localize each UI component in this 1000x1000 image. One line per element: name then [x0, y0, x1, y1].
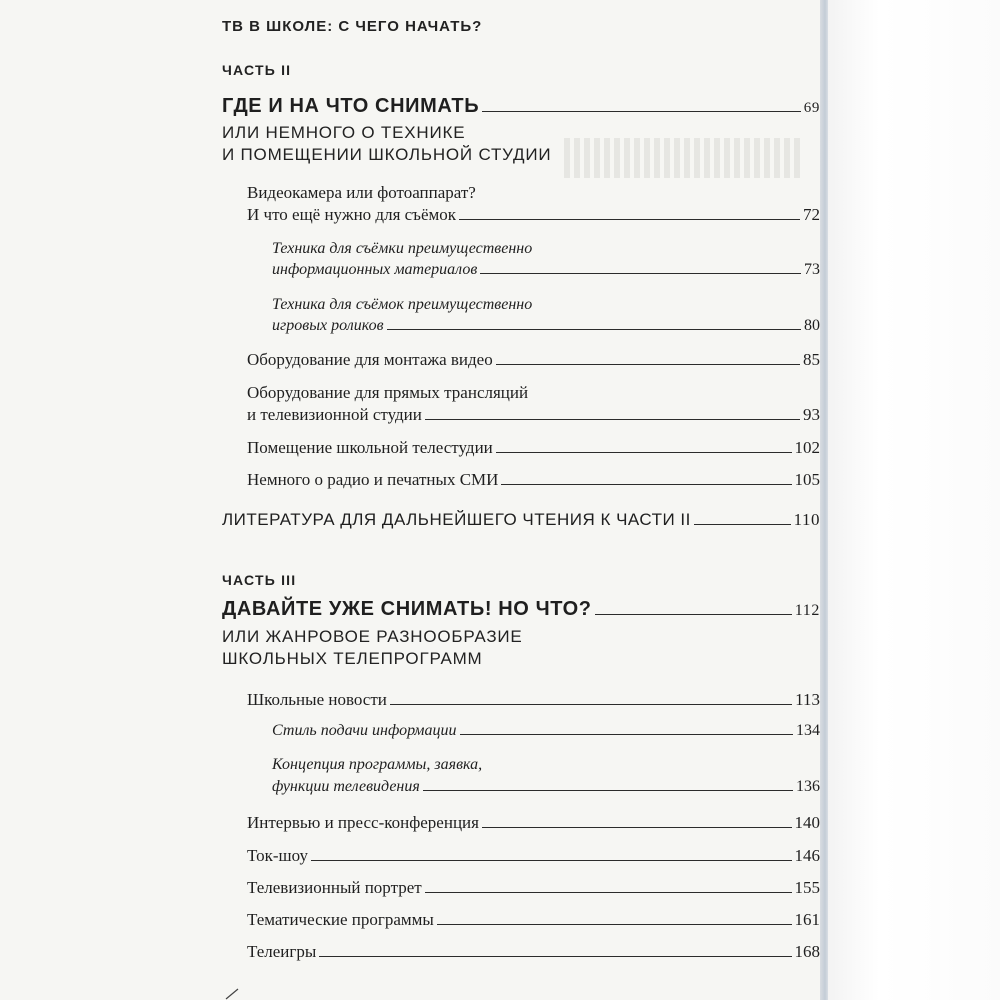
toc-entry-line: Видеокамера или фотоаппарат? [247, 183, 476, 202]
toc-entry[interactable] [247, 846, 820, 866]
toc-entry[interactable] [247, 350, 820, 370]
toc-subentry-line: Концепция программы, заявка, [272, 756, 483, 773]
toc-entry-title: Помещение школьной телестудии [247, 438, 493, 457]
subtitle-line: ИЛИ НЕМНОГО О ТЕХНИКЕ [222, 123, 466, 142]
subtitle-line: И ПОМЕЩЕНИИ ШКОЛЬНОЙ СТУДИИ [222, 145, 552, 164]
part-2-title: ГДЕ И НА ЧТО СНИМАТЬ [222, 95, 480, 117]
literature-title: ЛИТЕРАТУРА ДЛЯ ДАЛЬНЕЙШЕГО ЧТЕНИЯ К ЧАСТИ II [222, 510, 691, 529]
toc-entry-title: И что ещё нужно для съёмок [247, 205, 457, 224]
leader-dots [311, 860, 792, 861]
page-number: 110 [793, 510, 820, 529]
page-number: 69 [803, 100, 820, 116]
leader-dots [694, 524, 791, 525]
leader-dots [437, 924, 792, 925]
toc-entry-title: Школьные новости [247, 690, 387, 709]
page-number: 93 [803, 405, 820, 424]
page-number: 136 [796, 778, 820, 795]
leader-dots [387, 329, 801, 330]
page-number: 102 [794, 438, 820, 457]
page-number: 80 [804, 317, 820, 334]
leader-dots [425, 419, 800, 420]
toc-subentry-line: Техника для съёмок преимущественно [272, 296, 533, 313]
leader-dots [425, 892, 792, 893]
toc-entry[interactable] [247, 910, 820, 930]
running-header: ТВ В ШКОЛЕ: С ЧЕГО НАЧАТЬ? [222, 18, 483, 35]
toc-entry-title: информационных материалов [272, 261, 478, 278]
leader-dots [460, 734, 793, 735]
toc-subentry[interactable] [272, 722, 820, 740]
toc-entry-title: Стиль подачи информации [272, 722, 457, 739]
leader-dots [319, 956, 791, 957]
leader-dots [482, 827, 792, 828]
toc-subentry[interactable] [272, 261, 820, 279]
leader-dots [390, 704, 792, 705]
page-number: 105 [794, 470, 820, 489]
literature-entry[interactable] [222, 510, 820, 530]
toc-entry[interactable] [247, 405, 820, 425]
pen-mark-decoration [224, 988, 242, 1000]
leader-dots [496, 452, 792, 453]
show-through-decoration [560, 138, 800, 178]
page-number: 161 [794, 910, 820, 929]
toc-entry-title: Телевизионный портрет [247, 878, 422, 897]
toc-entry-title: Ток-шоу [247, 846, 308, 865]
page-number: 113 [795, 690, 820, 709]
toc-entry-title: Немного о радио и печатных СМИ [247, 470, 499, 489]
toc-entry-title: Телеигры [247, 942, 317, 961]
page-number: 140 [794, 813, 820, 832]
part-2-title-row[interactable] [222, 95, 820, 118]
toc-entry[interactable] [247, 813, 820, 833]
page-number: 72 [803, 205, 820, 224]
page-number: 155 [794, 878, 820, 897]
page-number: 168 [794, 942, 820, 961]
toc-entry-title: функции телевидения [272, 778, 420, 795]
toc-entry-title: Тематические программы [247, 910, 434, 929]
leader-dots [482, 111, 801, 112]
toc-entry-title: игровых роликов [272, 317, 384, 334]
toc-subentry[interactable] [272, 778, 820, 796]
page-number: 112 [794, 602, 820, 619]
page-number: 85 [803, 350, 820, 369]
part-3-title-row[interactable] [222, 598, 820, 621]
toc-entry-title: Оборудование для монтажа видео [247, 350, 493, 369]
toc-entry[interactable] [247, 470, 820, 490]
toc-entry[interactable] [247, 438, 820, 458]
leader-dots [423, 790, 793, 791]
leader-dots [595, 614, 792, 615]
part-3-label: ЧАСТЬ III [222, 572, 297, 588]
leader-dots [501, 484, 791, 485]
page-margin-edge [828, 0, 1000, 1000]
page-number: 73 [804, 261, 820, 278]
part-3-subtitle [222, 626, 523, 670]
toc-entry-title: Интервью и пресс-конференция [247, 813, 479, 832]
toc-subentry-line: Техника для съёмки преимущественно [272, 240, 533, 257]
toc-entry[interactable] [247, 878, 820, 898]
page-number: 134 [796, 722, 820, 739]
subtitle-line: ИЛИ ЖАНРОВОЕ РАЗНООБРАЗИЕ [222, 627, 523, 646]
toc-entry-title: и телевизионной студии [247, 405, 422, 424]
toc-entry[interactable] [247, 690, 820, 710]
page-number: 146 [794, 846, 820, 865]
toc-entry[interactable] [247, 942, 820, 962]
part-2-subtitle [222, 122, 551, 166]
leader-dots [459, 219, 800, 220]
leader-dots [480, 273, 801, 274]
toc-entry[interactable] [247, 205, 820, 225]
leader-dots [496, 364, 800, 365]
subtitle-line: ШКОЛЬНЫХ ТЕЛЕПРОГРАММ [222, 649, 483, 668]
part-3-title: ДАВАЙТЕ УЖЕ СНИМАТЬ! НО ЧТО? [222, 598, 592, 620]
part-2-label: ЧАСТЬ II [222, 62, 292, 78]
toc-entry-line: Оборудование для прямых трансляций [247, 383, 529, 402]
toc-subentry[interactable] [272, 317, 820, 335]
